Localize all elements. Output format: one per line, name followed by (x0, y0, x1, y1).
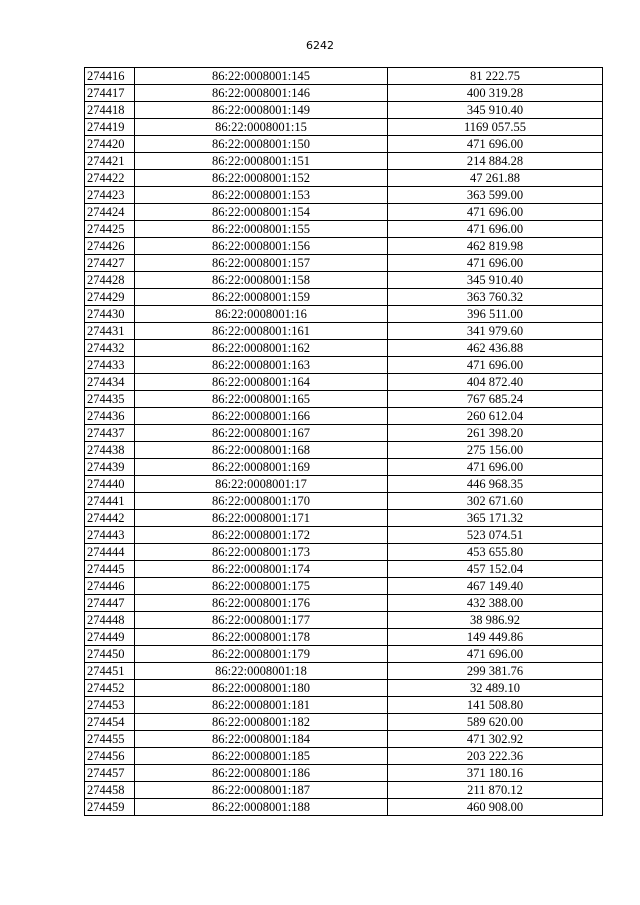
table-row (85, 697, 603, 714)
cadastral-number-cell: 86:22:0008001:156 (135, 238, 388, 255)
cadastral-value-cell: 211 870.12 (388, 782, 603, 799)
record-id-cell: 274443 (85, 527, 135, 544)
cadastral-number-cell: 86:22:0008001:181 (135, 697, 388, 714)
record-id-cell: 274438 (85, 442, 135, 459)
record-id-cell: 274418 (85, 102, 135, 119)
record-id-cell: 274437 (85, 425, 135, 442)
record-id-cell: 274444 (85, 544, 135, 561)
page-number: 6242 (306, 39, 334, 52)
record-id-cell: 274451 (85, 663, 135, 680)
table-row (85, 799, 603, 816)
cadastral-number-cell: 86:22:0008001:166 (135, 408, 388, 425)
cadastral-number-cell: 86:22:0008001:173 (135, 544, 388, 561)
table-row (85, 561, 603, 578)
table-row (85, 374, 603, 391)
cadastral-value-cell: 260 612.04 (388, 408, 603, 425)
record-id-cell: 274458 (85, 782, 135, 799)
table-row (85, 221, 603, 238)
cadastral-number-cell: 86:22:0008001:153 (135, 187, 388, 204)
cadastral-number-cell: 86:22:0008001:184 (135, 731, 388, 748)
table-row (85, 340, 603, 357)
cadastral-value-cell: 365 171.32 (388, 510, 603, 527)
cadastral-number-cell: 86:22:0008001:178 (135, 629, 388, 646)
cadastral-value-cell: 363 599.00 (388, 187, 603, 204)
table-row (85, 119, 603, 136)
cadastral-number-cell: 86:22:0008001:176 (135, 595, 388, 612)
table-row (85, 357, 603, 374)
cadastral-number-cell: 86:22:0008001:15 (135, 119, 388, 136)
record-id-cell: 274430 (85, 306, 135, 323)
table-row (85, 629, 603, 646)
cadastral-number-cell: 86:22:0008001:151 (135, 153, 388, 170)
record-id-cell: 274447 (85, 595, 135, 612)
cadastral-value-cell: 363 760.32 (388, 289, 603, 306)
table-row (85, 68, 603, 85)
record-id-cell: 274424 (85, 204, 135, 221)
table-row (85, 578, 603, 595)
record-id-cell: 274456 (85, 748, 135, 765)
cadastral-value-cell: 471 696.00 (388, 136, 603, 153)
record-id-cell: 274429 (85, 289, 135, 306)
cadastral-number-cell: 86:22:0008001:18 (135, 663, 388, 680)
cadastral-value-cell: 471 696.00 (388, 646, 603, 663)
cadastral-value-cell: 589 620.00 (388, 714, 603, 731)
table-row (85, 714, 603, 731)
record-id-cell: 274450 (85, 646, 135, 663)
cadastral-number-cell: 86:22:0008001:150 (135, 136, 388, 153)
cadastral-value-cell: 523 074.51 (388, 527, 603, 544)
cadastral-number-cell: 86:22:0008001:187 (135, 782, 388, 799)
cadastral-value-cell: 1169 057.55 (388, 119, 603, 136)
table-row (85, 187, 603, 204)
record-id-cell: 274432 (85, 340, 135, 357)
table-row (85, 476, 603, 493)
cadastral-value-cell: 141 508.80 (388, 697, 603, 714)
cadastral-value-cell: 47 261.88 (388, 170, 603, 187)
table-row (85, 425, 603, 442)
record-id-cell: 274428 (85, 272, 135, 289)
table-body (85, 68, 603, 816)
cadastral-value-table (84, 67, 603, 816)
table-row (85, 612, 603, 629)
table-row (85, 595, 603, 612)
cadastral-number-cell: 86:22:0008001:149 (135, 102, 388, 119)
record-id-cell: 274454 (85, 714, 135, 731)
cadastral-value-cell: 471 696.00 (388, 204, 603, 221)
cadastral-number-cell: 86:22:0008001:152 (135, 170, 388, 187)
cadastral-number-cell: 86:22:0008001:161 (135, 323, 388, 340)
record-id-cell: 274435 (85, 391, 135, 408)
cadastral-number-cell: 86:22:0008001:162 (135, 340, 388, 357)
cadastral-value-cell: 471 696.00 (388, 255, 603, 272)
cadastral-value-cell: 203 222.36 (388, 748, 603, 765)
table-row (85, 391, 603, 408)
table-row (85, 306, 603, 323)
cadastral-value-cell: 462 436.88 (388, 340, 603, 357)
table-row (85, 510, 603, 527)
cadastral-value-cell: 345 910.40 (388, 102, 603, 119)
table-row (85, 663, 603, 680)
table-row (85, 170, 603, 187)
table-row (85, 544, 603, 561)
record-id-cell: 274416 (85, 68, 135, 85)
cadastral-number-cell: 86:22:0008001:154 (135, 204, 388, 221)
table-row (85, 782, 603, 799)
cadastral-value-cell: 81 222.75 (388, 68, 603, 85)
cadastral-value-cell: 341 979.60 (388, 323, 603, 340)
cadastral-value-cell: 471 302.92 (388, 731, 603, 748)
table-row (85, 748, 603, 765)
cadastral-value-cell: 32 489.10 (388, 680, 603, 697)
record-id-cell: 274436 (85, 408, 135, 425)
table-row (85, 527, 603, 544)
record-id-cell: 274441 (85, 493, 135, 510)
cadastral-value-cell: 299 381.76 (388, 663, 603, 680)
record-id-cell: 274419 (85, 119, 135, 136)
cadastral-number-cell: 86:22:0008001:164 (135, 374, 388, 391)
cadastral-number-cell: 86:22:0008001:155 (135, 221, 388, 238)
table-row (85, 136, 603, 153)
cadastral-value-cell: 446 968.35 (388, 476, 603, 493)
cadastral-value-cell: 453 655.80 (388, 544, 603, 561)
cadastral-number-cell: 86:22:0008001:186 (135, 765, 388, 782)
cadastral-value-cell: 432 388.00 (388, 595, 603, 612)
table-row (85, 493, 603, 510)
cadastral-number-cell: 86:22:0008001:158 (135, 272, 388, 289)
record-id-cell: 274421 (85, 153, 135, 170)
table-row (85, 731, 603, 748)
table-row (85, 238, 603, 255)
cadastral-value-cell: 404 872.40 (388, 374, 603, 391)
record-id-cell: 274446 (85, 578, 135, 595)
cadastral-value-cell: 457 152.04 (388, 561, 603, 578)
record-id-cell: 274427 (85, 255, 135, 272)
table-row (85, 289, 603, 306)
table-row (85, 85, 603, 102)
record-id-cell: 274431 (85, 323, 135, 340)
record-id-cell: 274452 (85, 680, 135, 697)
cadastral-number-cell: 86:22:0008001:17 (135, 476, 388, 493)
cadastral-value-cell: 371 180.16 (388, 765, 603, 782)
cadastral-number-cell: 86:22:0008001:175 (135, 578, 388, 595)
cadastral-number-cell: 86:22:0008001:163 (135, 357, 388, 374)
table-row (85, 255, 603, 272)
table-row (85, 646, 603, 663)
table-row (85, 204, 603, 221)
record-id-cell: 274449 (85, 629, 135, 646)
record-id-cell: 274455 (85, 731, 135, 748)
cadastral-number-cell: 86:22:0008001:157 (135, 255, 388, 272)
cadastral-number-cell: 86:22:0008001:171 (135, 510, 388, 527)
table-row (85, 765, 603, 782)
record-id-cell: 274445 (85, 561, 135, 578)
table-row (85, 680, 603, 697)
cadastral-number-cell: 86:22:0008001:177 (135, 612, 388, 629)
cadastral-value-cell: 467 149.40 (388, 578, 603, 595)
cadastral-number-cell: 86:22:0008001:168 (135, 442, 388, 459)
record-id-cell: 274440 (85, 476, 135, 493)
record-id-cell: 274434 (85, 374, 135, 391)
cadastral-number-cell: 86:22:0008001:145 (135, 68, 388, 85)
cadastral-number-cell: 86:22:0008001:159 (135, 289, 388, 306)
record-id-cell: 274420 (85, 136, 135, 153)
record-id-cell: 274423 (85, 187, 135, 204)
cadastral-value-cell: 302 671.60 (388, 493, 603, 510)
cadastral-value-cell: 149 449.86 (388, 629, 603, 646)
table-row (85, 459, 603, 476)
record-id-cell: 274459 (85, 799, 135, 816)
record-id-cell: 274426 (85, 238, 135, 255)
record-id-cell: 274425 (85, 221, 135, 238)
cadastral-value-cell: 400 319.28 (388, 85, 603, 102)
cadastral-value-cell: 38 986.92 (388, 612, 603, 629)
table-row (85, 272, 603, 289)
table-row (85, 102, 603, 119)
cadastral-value-cell: 471 696.00 (388, 459, 603, 476)
cadastral-number-cell: 86:22:0008001:180 (135, 680, 388, 697)
cadastral-number-cell: 86:22:0008001:188 (135, 799, 388, 816)
record-id-cell: 274422 (85, 170, 135, 187)
record-id-cell: 274417 (85, 85, 135, 102)
cadastral-value-cell: 471 696.00 (388, 221, 603, 238)
cadastral-number-cell: 86:22:0008001:167 (135, 425, 388, 442)
cadastral-value-cell: 462 819.98 (388, 238, 603, 255)
table-row (85, 323, 603, 340)
record-id-cell: 274457 (85, 765, 135, 782)
record-id-cell: 274433 (85, 357, 135, 374)
table-row (85, 408, 603, 425)
record-id-cell: 274448 (85, 612, 135, 629)
cadastral-number-cell: 86:22:0008001:170 (135, 493, 388, 510)
cadastral-number-cell: 86:22:0008001:165 (135, 391, 388, 408)
cadastral-number-cell: 86:22:0008001:172 (135, 527, 388, 544)
cadastral-number-cell: 86:22:0008001:182 (135, 714, 388, 731)
cadastral-value-cell: 261 398.20 (388, 425, 603, 442)
record-id-cell: 274439 (85, 459, 135, 476)
cadastral-value-cell: 214 884.28 (388, 153, 603, 170)
table-row (85, 442, 603, 459)
cadastral-number-cell: 86:22:0008001:179 (135, 646, 388, 663)
table-row (85, 153, 603, 170)
cadastral-value-cell: 767 685.24 (388, 391, 603, 408)
cadastral-value-cell: 275 156.00 (388, 442, 603, 459)
record-id-cell: 274453 (85, 697, 135, 714)
cadastral-value-cell: 396 511.00 (388, 306, 603, 323)
cadastral-value-cell: 345 910.40 (388, 272, 603, 289)
cadastral-number-cell: 86:22:0008001:146 (135, 85, 388, 102)
cadastral-number-cell: 86:22:0008001:185 (135, 748, 388, 765)
cadastral-number-cell: 86:22:0008001:169 (135, 459, 388, 476)
cadastral-number-cell: 86:22:0008001:174 (135, 561, 388, 578)
cadastral-number-cell: 86:22:0008001:16 (135, 306, 388, 323)
cadastral-value-cell: 460 908.00 (388, 799, 603, 816)
record-id-cell: 274442 (85, 510, 135, 527)
cadastral-value-cell: 471 696.00 (388, 357, 603, 374)
